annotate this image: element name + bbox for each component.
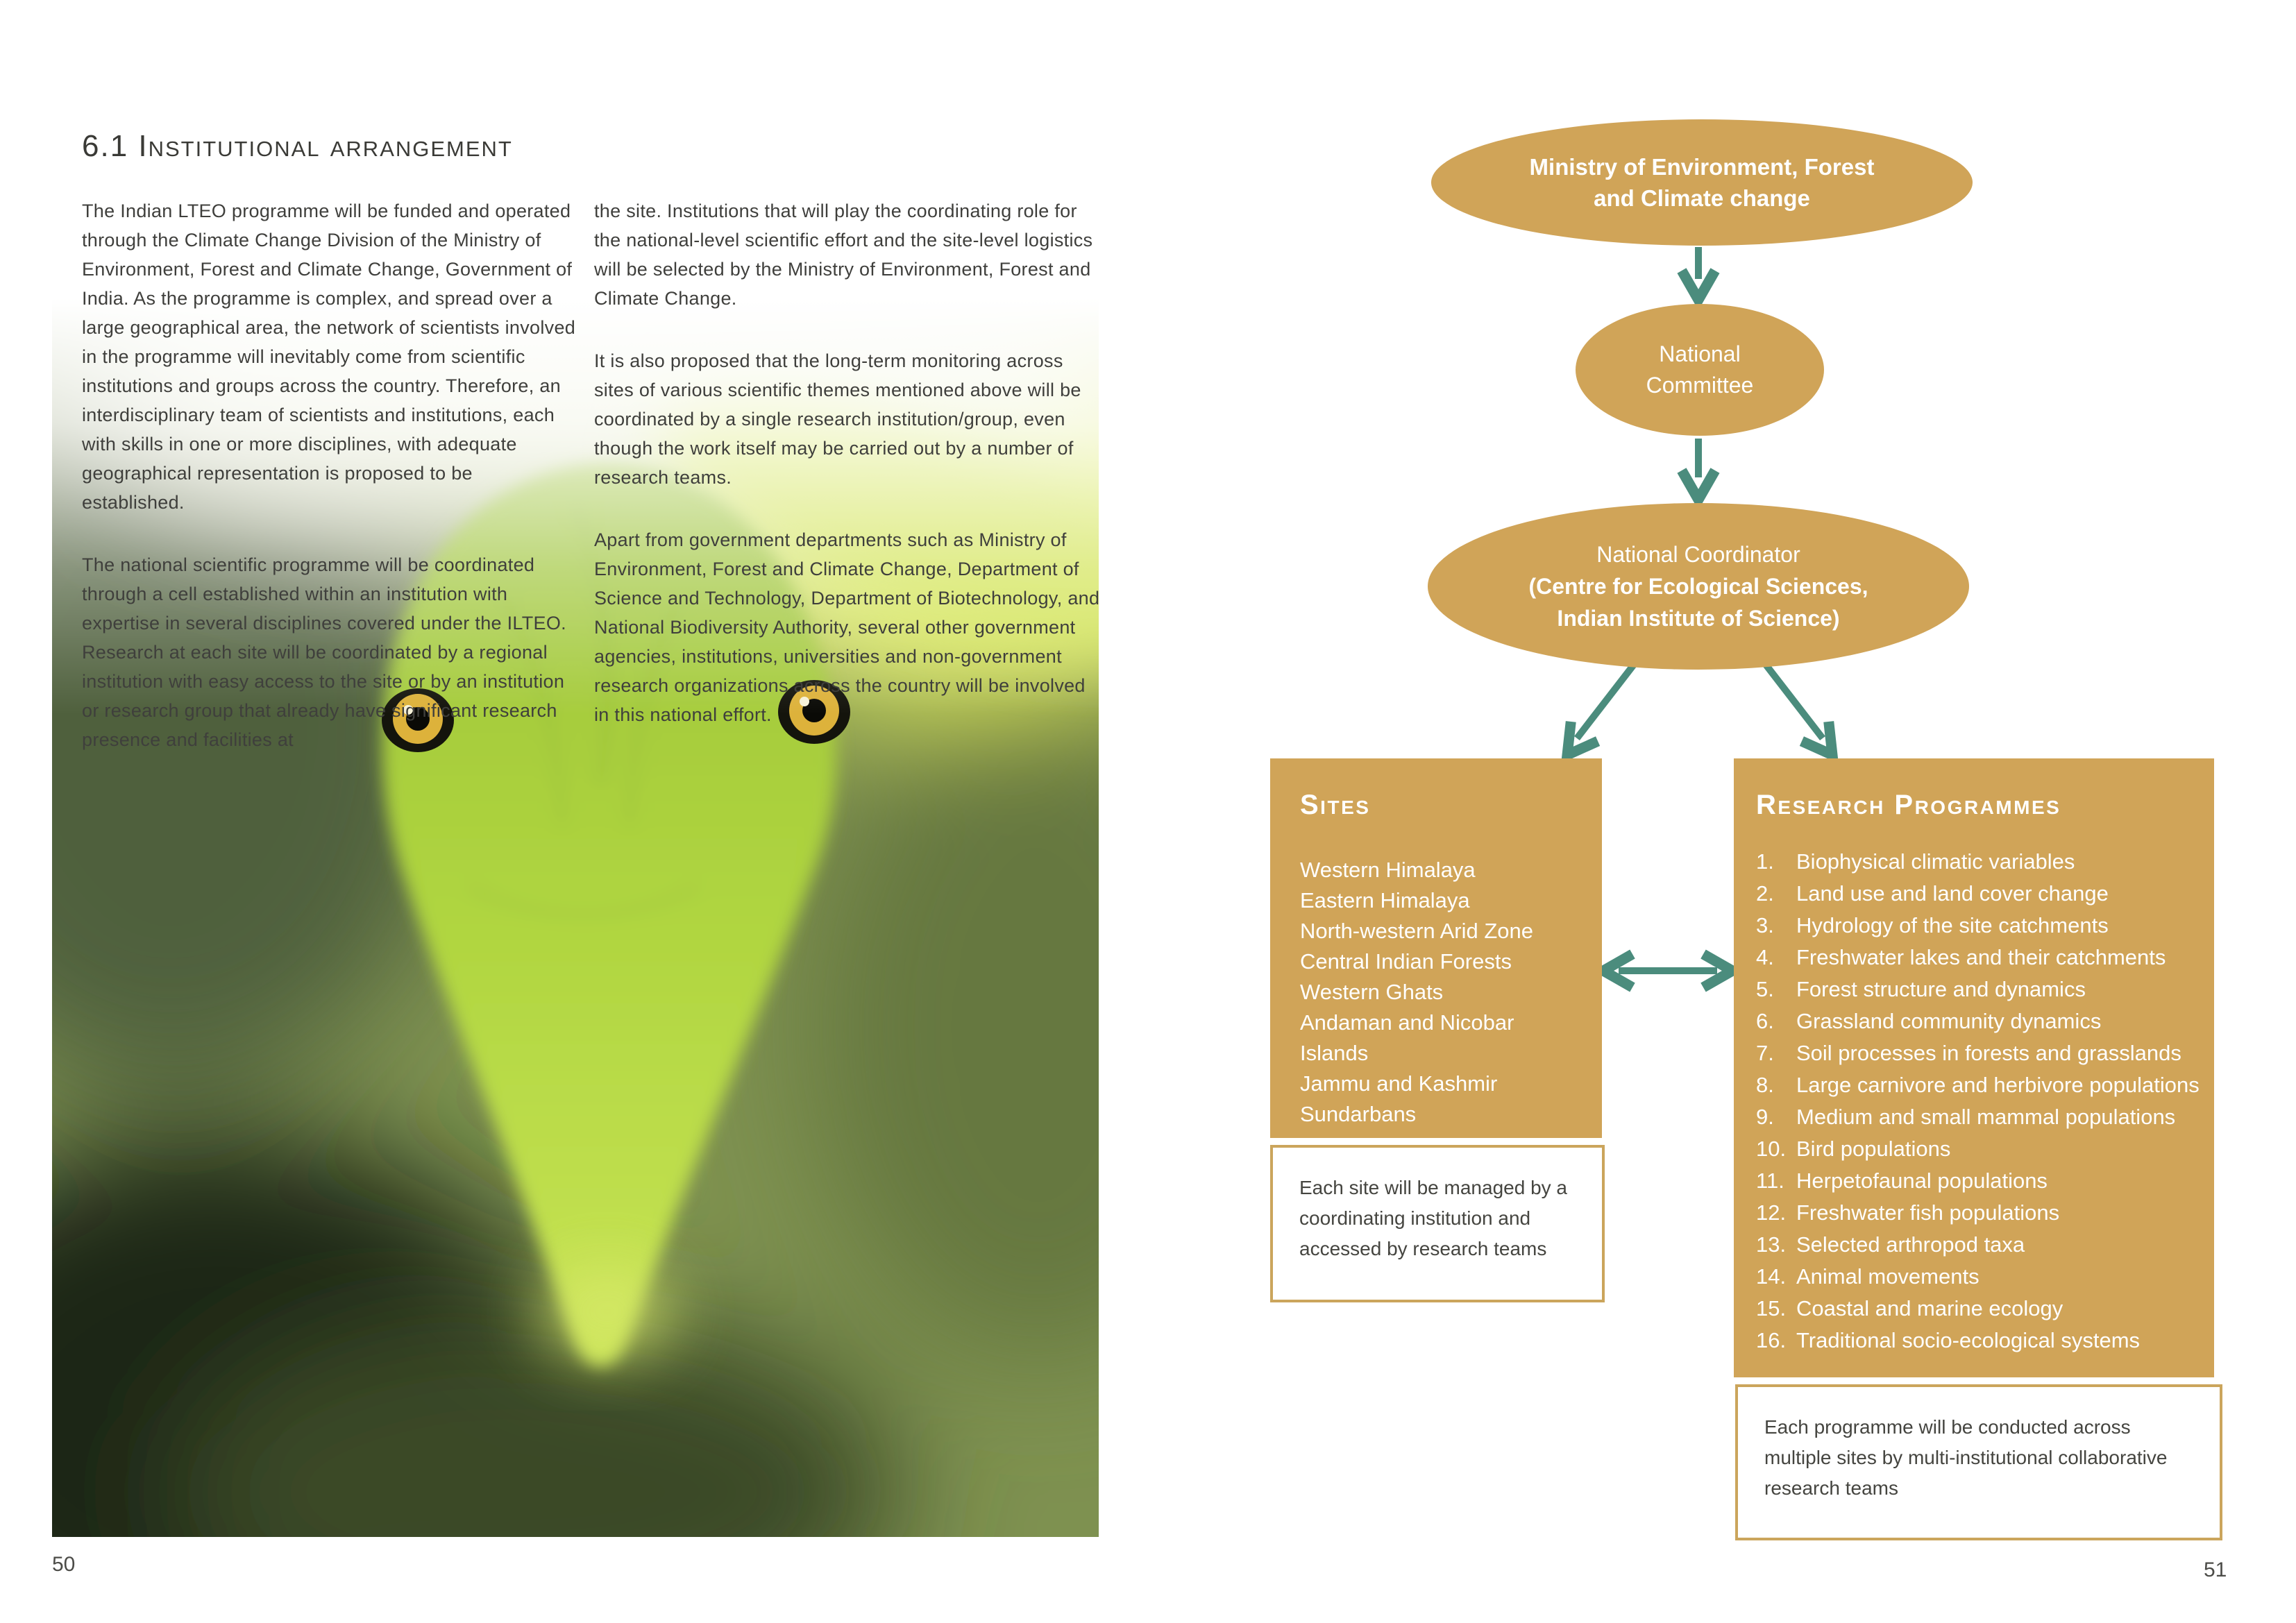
programme-item: Traditional socio-ecological systems <box>1796 1328 2141 1352</box>
programme-item: Biophysical climatic variables <box>1796 849 2075 874</box>
node-committee-line: National <box>1659 341 1741 366</box>
snake-snout-highlight <box>541 1266 673 1357</box>
paragraph: Apart from government departments such as Ministry of Environment, Forest and Climate Change, Department of Science and Technology, Department of Biotechnology, and National Biodiversity Authority, several other government agencies, institutions, universities and non-government research organizations across the country will be involved in this national effort. <box>594 529 1100 725</box>
node-ministry-line: Ministry of Environment, Forest <box>1529 154 1875 180</box>
programmes-note: Each programme will be conducted across multiple sites by multi-institutional collaborative research teams <box>1735 1384 2222 1540</box>
programme-item: Freshwater lakes and their catchments <box>1796 945 2166 969</box>
arrow-down-icon <box>1682 439 1715 500</box>
site-item: Jammu and Kashmir <box>1300 1071 1498 1096</box>
programme-item: Soil processes in forests and grasslands <box>1796 1041 2181 1065</box>
sites-heading: Sites <box>1300 790 1371 820</box>
node-coordinator-line: National Coordinator <box>1596 542 1800 567</box>
site-item: Andaman and Nicobar Islands <box>1300 1010 1514 1065</box>
node-committee-line: Committee <box>1646 373 1754 398</box>
paragraph: The Indian LTEO programme will be funded and operated through the Climate Change Division of the Ministry of Environment, Forest and Climate Change, Government of India. As the programme is complex, and spread over a large geographical area, the network of scientists involved in the programme will inevitably come from scientific institutions and groups across the country. Therefore, an interdisciplinary team of scientists and institutions, each with skills in one or more disciplines, with adequate geographical representation is proposed to be established. <box>82 201 576 513</box>
programme-item: Freshwater fish populations <box>1796 1200 2060 1225</box>
sites-panel <box>1270 758 1602 1138</box>
node-national-coordinator <box>1428 503 1969 670</box>
text-column-2 <box>594 196 1101 763</box>
programmes-list <box>1756 846 2207 1357</box>
programme-item: Land use and land cover change <box>1796 881 2109 906</box>
paragraph: The national scientific programme will be coordinated through a cell established within an institution with expertise in several disciplines covered under the ILTEO. Research at each site will be coordinated by a regional institution with easy access to the site or by an institution or research group that already have significant research presence and facilities at <box>82 554 566 750</box>
arrow-diagonal-right-icon <box>1762 659 1846 765</box>
paragraph: the site. Institutions that will play the coordinating role for the national-level scientific effort and the site-level logistics will be selected by the Ministry of Environment, Forest and Climate Change. <box>594 201 1093 309</box>
arrow-double-horizontal-icon <box>1603 954 1732 987</box>
node-national-committee <box>1576 304 1824 436</box>
node-ministry-line: and Climate change <box>1594 185 1810 211</box>
programme-item: Bird populations <box>1796 1137 1951 1161</box>
site-item: North-western Arid Zone <box>1300 919 1533 943</box>
programme-item: Large carnivore and herbivore populations <box>1796 1073 2200 1097</box>
node-coordinator-line: (Centre for Ecological Sciences, <box>1528 574 1868 599</box>
programme-item: Hydrology of the site catchments <box>1796 913 2109 937</box>
programme-item: Medium and small mammal populations <box>1796 1105 2176 1129</box>
paragraph: It is also proposed that the long-term monitoring across sites of various scientific themes mentioned above will be coordinated by a single research institution/group, even though the work itself may be carried out by a number of research teams. <box>594 350 1081 488</box>
text-column-1 <box>82 196 578 788</box>
programme-item: Animal movements <box>1796 1264 1980 1289</box>
site-item: Eastern Himalaya <box>1300 888 1470 912</box>
page-number-left: 50 <box>52 1553 76 1576</box>
node-coordinator-line: Indian Institute of Science) <box>1557 606 1840 631</box>
programme-item: Coastal and marine ecology <box>1796 1296 2063 1320</box>
site-item: Western Ghats <box>1300 980 1444 1004</box>
arrow-down-icon <box>1682 247 1715 300</box>
page-number-right: 51 <box>2204 1558 2227 1581</box>
programme-item: Grassland community dynamics <box>1796 1009 2102 1033</box>
site-item: Central Indian Forests <box>1300 949 1512 974</box>
programme-item: Forest structure and dynamics <box>1796 977 2086 1001</box>
programmes-panel <box>1734 758 2214 1377</box>
site-item: Western Himalaya <box>1300 858 1476 882</box>
arrow-diagonal-left-icon <box>1554 659 1638 765</box>
section-title: 6.1 Institutional arrangement <box>82 129 513 163</box>
site-item: Sundarbans <box>1300 1102 1417 1126</box>
programme-item: Herpetofaunal populations <box>1796 1169 2048 1193</box>
programme-item: Selected arthropod taxa <box>1796 1232 2025 1257</box>
sites-list <box>1300 855 1588 1130</box>
programmes-heading: Research Programmes <box>1756 790 2061 820</box>
node-ministry <box>1431 119 1973 246</box>
sites-note: Each site will be managed by a coordinating institution and accessed by research teams <box>1270 1145 1605 1302</box>
